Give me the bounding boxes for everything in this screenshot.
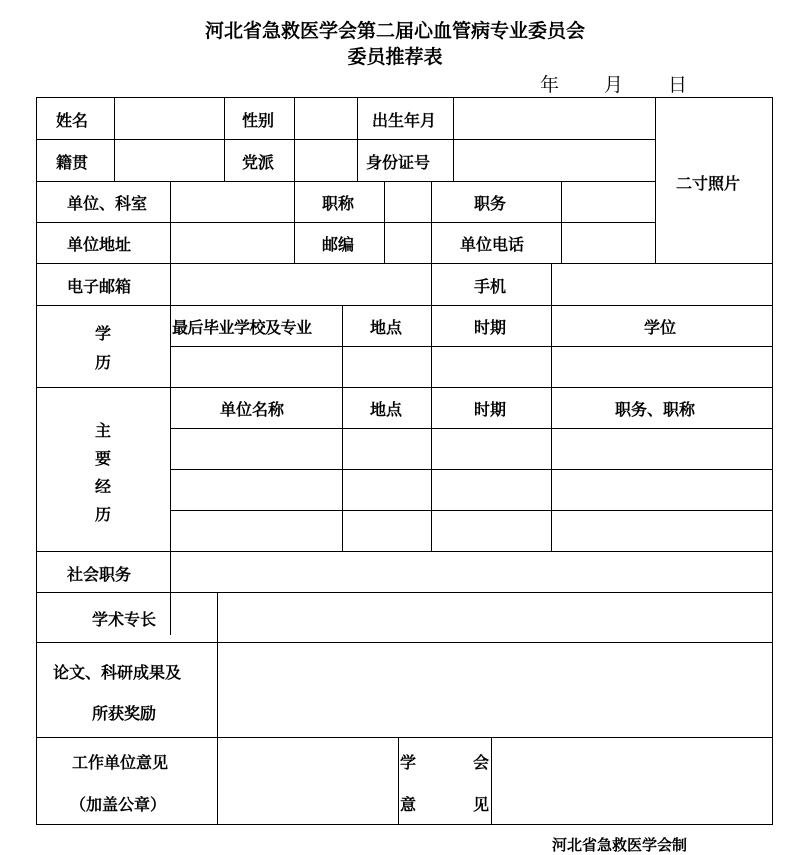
label-society-opinion-2: 会 <box>473 753 490 772</box>
label-party: 党派 <box>242 153 275 172</box>
edu-header-period: 时期 <box>474 318 507 337</box>
experience-row[interactable] <box>171 470 772 510</box>
label-academic-specialty: 学术专长 <box>92 610 157 629</box>
label-papers-1: 论文、科研成果及 <box>53 663 182 682</box>
form-title: 河北省急救医学会第二届心血管病专业委员会 <box>204 20 585 42</box>
edu-header-location: 地点 <box>370 318 403 337</box>
date-year: 年 <box>540 74 560 96</box>
label-email: 电子邮箱 <box>67 277 132 296</box>
label-experience-2: 要 <box>95 449 112 468</box>
party-field[interactable] <box>295 140 356 181</box>
form-subtitle: 委员推荐表 <box>347 46 443 68</box>
date-month: 月 <box>604 74 624 96</box>
label-unit-phone: 单位电话 <box>460 235 525 254</box>
label-society-opinion-3: 意 <box>400 795 417 814</box>
academic-specialty-field[interactable] <box>218 593 772 642</box>
society-opinion-field[interactable] <box>492 738 772 824</box>
label-position: 职务 <box>474 194 507 213</box>
exp-header-unit: 单位名称 <box>220 400 285 419</box>
unit-phone-field[interactable] <box>562 223 654 263</box>
label-unit-opinion-2: （加盖公章） <box>70 795 167 814</box>
social-positions-field[interactable] <box>171 552 772 592</box>
edu-header-degree: 学位 <box>644 318 677 337</box>
experience-row[interactable] <box>171 429 772 469</box>
title-field[interactable] <box>385 182 430 222</box>
label-unit-dept: 单位、科室 <box>67 194 148 213</box>
label-experience-1: 主 <box>95 421 112 440</box>
native-place-field[interactable] <box>115 140 223 181</box>
label-unit-opinion-1: 工作单位意见 <box>72 753 169 772</box>
papers-field[interactable] <box>218 643 772 737</box>
mobile-field[interactable] <box>552 264 772 305</box>
experience-row[interactable] <box>171 511 772 551</box>
photo-placeholder[interactable]: 二寸照片 <box>676 174 741 193</box>
label-papers-2: 所获奖励 <box>92 704 157 723</box>
exp-header-location: 地点 <box>370 400 403 419</box>
date-day: 日 <box>668 74 688 96</box>
edu-school-field[interactable] <box>171 347 341 387</box>
exp-header-period: 时期 <box>474 400 507 419</box>
position-field[interactable] <box>562 182 654 222</box>
postcode-field[interactable] <box>385 223 430 263</box>
label-education-2: 历 <box>95 353 112 372</box>
label-postcode: 邮编 <box>322 235 355 254</box>
edu-location-field[interactable] <box>343 347 430 387</box>
gender-field[interactable] <box>295 98 356 139</box>
label-experience-3: 经 <box>95 477 112 496</box>
id-number-field[interactable] <box>454 140 654 181</box>
name-field[interactable] <box>115 98 223 139</box>
label-mobile: 手机 <box>474 277 507 296</box>
label-title: 职称 <box>322 194 355 213</box>
label-experience-4: 历 <box>95 505 112 524</box>
label-unit-address: 单位地址 <box>67 235 132 254</box>
label-name: 姓名 <box>56 111 89 130</box>
label-society-opinion-1: 学 <box>400 753 417 772</box>
label-native-place: 籍贯 <box>56 153 89 172</box>
footer-maker: 河北省急救医学会制 <box>552 836 688 854</box>
label-birth: 出生年月 <box>372 111 437 130</box>
unit-address-field[interactable] <box>171 223 293 263</box>
email-field[interactable] <box>171 264 430 305</box>
edu-header-school: 最后毕业学校及专业 <box>172 318 312 337</box>
birth-field[interactable] <box>454 98 654 139</box>
edu-degree-field[interactable] <box>552 347 772 387</box>
label-education-1: 学 <box>95 324 112 343</box>
unit-opinion-field[interactable] <box>218 738 397 824</box>
label-id-number: 身份证号 <box>366 153 431 172</box>
label-gender: 性别 <box>242 111 275 130</box>
edu-period-field[interactable] <box>432 347 550 387</box>
unit-dept-field[interactable] <box>171 182 293 222</box>
label-society-opinion-4: 见 <box>473 795 490 814</box>
exp-header-title: 职务、职称 <box>615 400 696 419</box>
label-social-positions: 社会职务 <box>67 565 132 584</box>
